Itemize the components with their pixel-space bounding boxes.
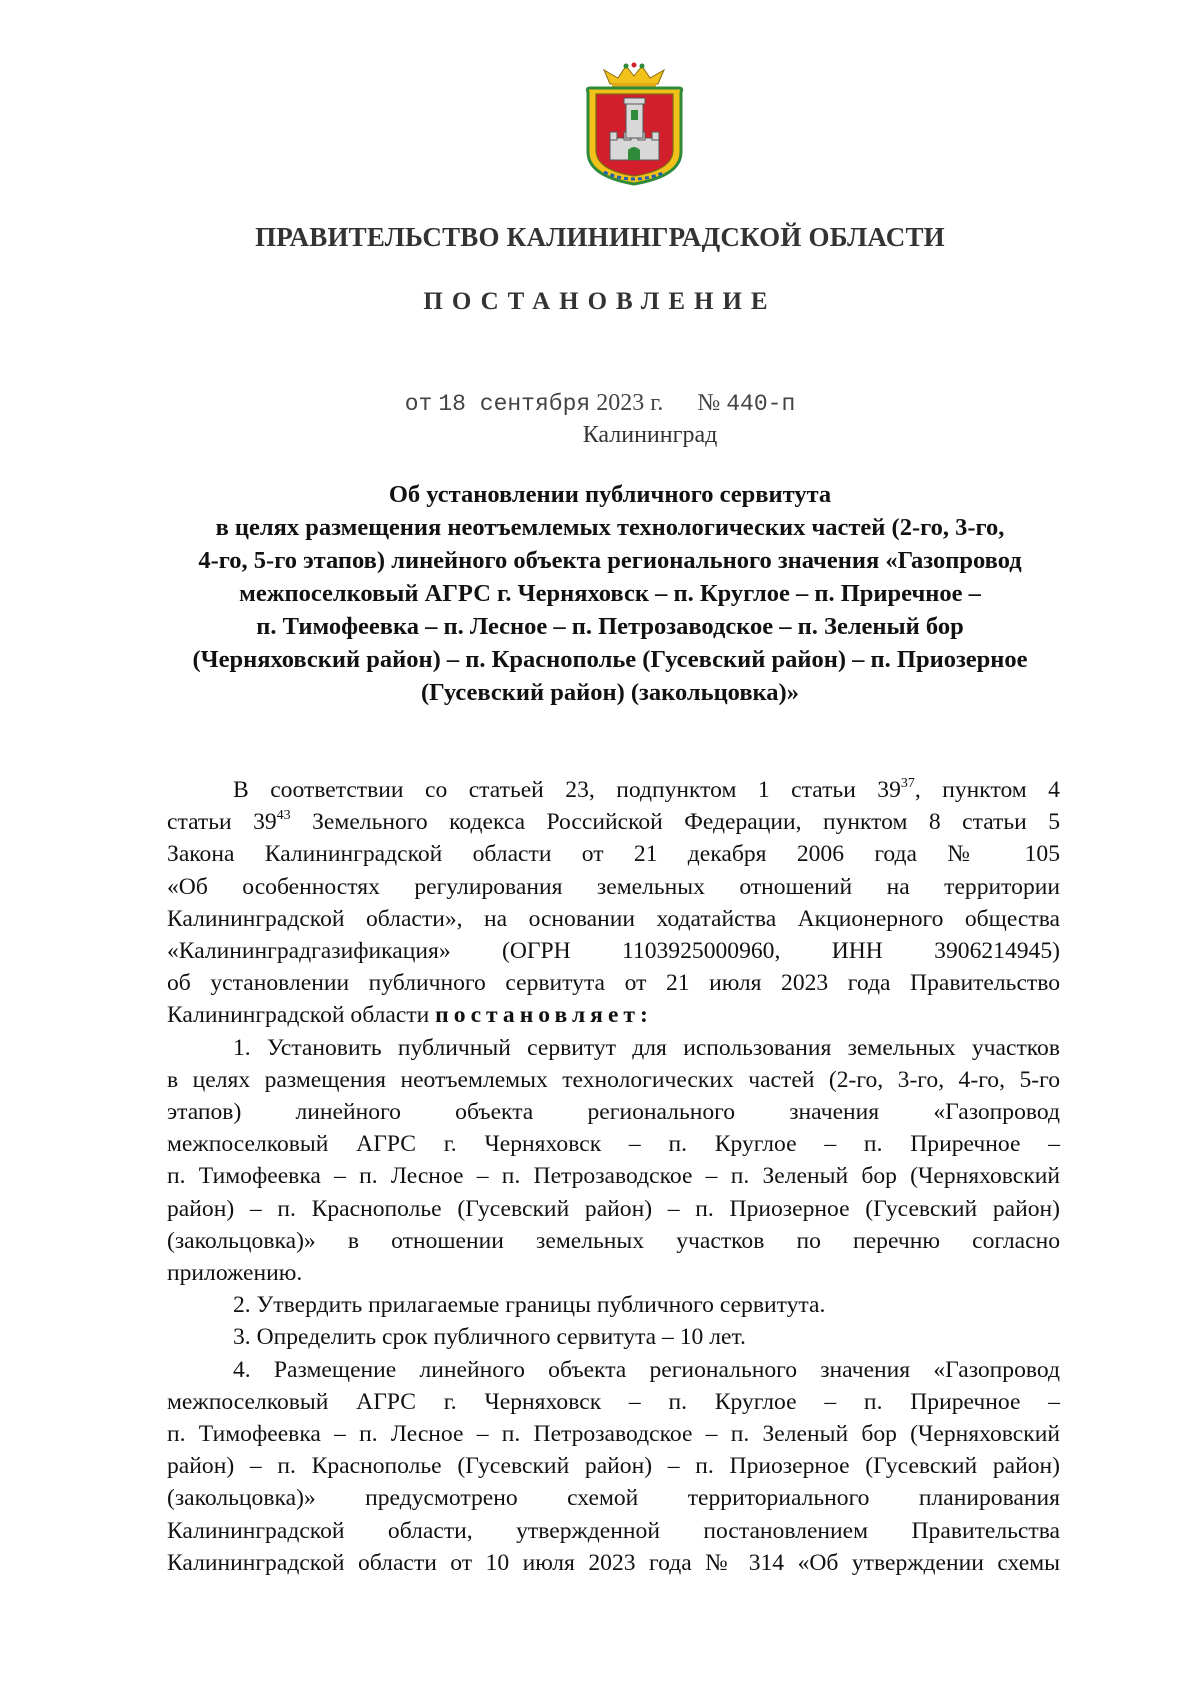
preamble-line: Закона Калининградской области от 21 декабря 2006 года № 105	[167, 841, 1060, 868]
number-sign: №	[697, 390, 721, 416]
preamble-line: «Об особенностях регулирования земельных отношений на территории	[167, 873, 1060, 900]
coat-of-arms-icon	[582, 62, 687, 186]
item-4-line: район) – п. Краснополье (Гусевский район) – п. Приозерное (Гусевский район)	[167, 1453, 1060, 1480]
item-4-line: Калининградской области от 10 июля 2023 года № 314 «Об утверждении схемы	[167, 1549, 1060, 1576]
preamble-line: об установлении публичного сервитута от 21 июля 2023 года Правительство	[167, 970, 1060, 997]
preamble-line: «Калининградгазификация» (ОГРН 1103925000960, ИНН 3906214945)	[167, 938, 1060, 965]
item-1-line: межпоселковый АГРС г. Черняховск – п. Круглое – п. Приречное –	[167, 1131, 1060, 1158]
item-4-line: Калининградской области, утвержденной постановлением Правительства	[167, 1517, 1060, 1544]
preamble-line: Калининградской области», на основании ходатайства Акционерного общества	[167, 905, 1060, 932]
document-type: ПОСТАНОВЛЕНИЕ	[423, 288, 777, 315]
date-number-line	[0, 390, 1200, 417]
title-line: 4-го, 5-го этапов) линейного объекта регионального значения «Газопровод	[198, 547, 1022, 574]
item-2-line: 2. Утвердить прилагаемые границы публичного сервитута.	[233, 1292, 826, 1319]
date-prefix: от	[404, 391, 433, 417]
item-4-line: (закольцовка)» предусмотрено схемой территориального планирования	[167, 1485, 1060, 1512]
item-1-line: в целях размещения неотъемлемых технологических частей (2-го, 3-го, 4-го, 5-го	[167, 1066, 1060, 1093]
item-4-line: п. Тимофеевка – п. Лесное – п. Петрозаводское – п. Зеленый бор (Черняховский	[167, 1421, 1060, 1448]
date-year: 2023 г.	[596, 390, 664, 416]
preamble-line: В соответствии со статьей 23, подпунктом 1 статьи $39^{37}$, пунктом 4	[233, 776, 1060, 803]
title-line: Об установлении публичного сервитута	[388, 481, 832, 508]
item-1-line: (закольцовка)» в отношении земельных участков по перечню согласно	[167, 1227, 1060, 1254]
resolves-word: постановляет:	[435, 1002, 653, 1029]
item-1-line: район) – п. Краснополье (Гусевский район) – п. Приозерное (Гусевский район)	[167, 1195, 1060, 1222]
document-title	[160, 478, 1060, 709]
title-line: (Черняховский район) – п. Краснополье (Гусевский район) – п. Приозерное	[192, 646, 1028, 673]
date-day-month: 18 сентября	[438, 391, 591, 417]
item-4-line: 4. Размещение линейного объекта регионального значения «Газопровод	[233, 1356, 1060, 1383]
title-line: в целях размещения неотъемлемых технологических частей (2-го, 3-го,	[215, 514, 1005, 541]
document-body	[167, 774, 1060, 1579]
preamble-line: статьи $39^{43}$ Земельного кодекса Российской Федерации, пунктом 8 статьи 5	[167, 808, 1060, 836]
document-number: 440-п	[726, 391, 796, 417]
preamble-line: Калининградской области постановляет:	[167, 1002, 653, 1029]
city-line	[0, 422, 1200, 449]
title-line: п. Тимофеевка – п. Лесное – п. Петрозаводское – п. Зеленый бор	[256, 613, 964, 640]
item-1-line: приложению.	[167, 1260, 303, 1287]
title-line: межпоселковый АГРС г. Черняховск – п. Круглое – п. Приречное –	[239, 580, 981, 607]
superscript: 37	[900, 776, 915, 791]
item-1-line: 1. Установить публичный сервитут для использования земельных участков	[233, 1034, 1060, 1061]
city-name: Калининград	[582, 422, 718, 448]
superscript: 43	[276, 808, 291, 824]
item-4-line: межпоселковый АГРС г. Черняховск – п. Круглое – п. Приречное –	[167, 1388, 1060, 1415]
title-line: (Гусевский район) (закольцовка)»	[421, 679, 799, 706]
item-1-line: этапов) линейного объекта регионального значения «Газопровод	[167, 1099, 1060, 1126]
item-1-line: п. Тимофеевка – п. Лесное – п. Петрозаводское – п. Зеленый бор (Черняховский	[167, 1163, 1060, 1190]
item-3-line: 3. Определить срок публичного сервитута – 10 лет.	[233, 1324, 746, 1351]
government-title: ПРАВИТЕЛЬСТВО КАЛИНИНГРАДСКОЙ ОБЛАСТИ	[255, 222, 945, 252]
